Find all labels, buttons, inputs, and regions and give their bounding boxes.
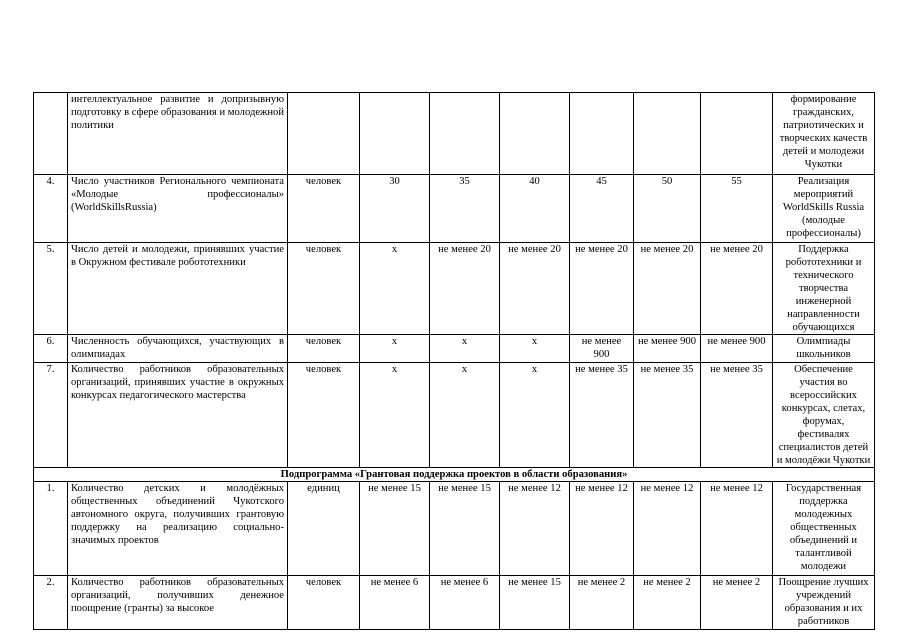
year-value: [500, 93, 570, 175]
year-value: [570, 93, 634, 175]
year-value: х: [360, 335, 430, 363]
unit-of-measure: человек: [288, 175, 360, 243]
year-value: не менее 20: [570, 243, 634, 335]
expected-result: Поощрение лучших учреждений образования и их работников: [773, 576, 875, 630]
year-value: 55: [701, 175, 773, 243]
indicator-name: Численность обучающихся, участвующих в олимпиадах: [68, 335, 288, 363]
row-number: 6.: [34, 335, 68, 363]
year-value: не менее 6: [360, 576, 430, 630]
year-value: не менее 2: [570, 576, 634, 630]
table-row: [34, 243, 875, 335]
year-value: не менее 12: [634, 482, 701, 576]
table-body: [34, 93, 875, 630]
year-value: 35: [430, 175, 500, 243]
unit-of-measure: человек: [288, 243, 360, 335]
row-number: 1.: [34, 482, 68, 576]
unit-of-measure: человек: [288, 576, 360, 630]
unit-of-measure: [288, 93, 360, 175]
year-value: не менее 15: [500, 576, 570, 630]
year-value: не менее 20: [430, 243, 500, 335]
indicator-name: Число детей и молодежи, принявших участие в Окружном фестивале робототехники: [68, 243, 288, 335]
subprogram-row: [34, 468, 875, 482]
year-value: х: [500, 363, 570, 468]
table-row: [34, 363, 875, 468]
expected-result: Поддержка робототехники и технического творчества инженерной направленности обучающихся: [773, 243, 875, 335]
indicator-name: интеллектуальное развитие и допризывную подготовку в сфере образования и молодежной политики: [68, 93, 288, 175]
row-number: [34, 93, 68, 175]
year-value: не менее 2: [701, 576, 773, 630]
table-row: [34, 482, 875, 576]
year-value: не менее 20: [500, 243, 570, 335]
table-row: [34, 335, 875, 363]
row-number: 2.: [34, 576, 68, 630]
year-value: не менее 900: [634, 335, 701, 363]
year-value: х: [360, 243, 430, 335]
year-value: не менее 35: [570, 363, 634, 468]
indicator-name: Количество детских и молодёжных общественных объединений Чукотского автономного округа, получивших грантовую поддержку на реализацию социально-значимых проектов: [68, 482, 288, 576]
indicator-name: Количество работников образовательных организаций, принявших участие в окружных конкурсах педагогического мастерства: [68, 363, 288, 468]
year-value: 40: [500, 175, 570, 243]
expected-result: Государственная поддержка молодежных общественных объединений и талантливой молодежи: [773, 482, 875, 576]
year-value: 45: [570, 175, 634, 243]
year-value: не менее 15: [430, 482, 500, 576]
year-value: не менее 2: [634, 576, 701, 630]
year-value: [634, 93, 701, 175]
year-value: не менее 900: [701, 335, 773, 363]
year-value: не менее 12: [500, 482, 570, 576]
year-value: не менее 900: [570, 335, 634, 363]
subprogram-title: Подпрограмма «Грантовая поддержка проектов в области образования»: [34, 468, 875, 482]
year-value: х: [360, 363, 430, 468]
year-value: не менее 15: [360, 482, 430, 576]
year-value: не менее 12: [570, 482, 634, 576]
unit-of-measure: человек: [288, 335, 360, 363]
expected-result: Олимпиады школьников: [773, 335, 875, 363]
table-row: [34, 93, 875, 175]
year-value: не менее 12: [701, 482, 773, 576]
table-row: [34, 175, 875, 243]
row-number: 7.: [34, 363, 68, 468]
expected-result: Обеспечение участия во всероссийских конкурсах, слетах, форумах, фестивалях специалистов детей и молодёжи Чукотки: [773, 363, 875, 468]
table-row: [34, 576, 875, 630]
year-value: х: [500, 335, 570, 363]
unit-of-measure: человек: [288, 363, 360, 468]
year-value: х: [430, 363, 500, 468]
year-value: 50: [634, 175, 701, 243]
row-number: 5.: [34, 243, 68, 335]
row-number: 4.: [34, 175, 68, 243]
year-value: не менее 35: [701, 363, 773, 468]
year-value: 30: [360, 175, 430, 243]
year-value: [701, 93, 773, 175]
expected-result: формирование гражданских, патриотических и творческих качеств детей и молодежи Чукотки: [773, 93, 875, 175]
indicator-name: Число участников Регионального чемпионата «Молодые профессионалы» (WorldSkillsRussia): [68, 175, 288, 243]
year-value: не менее 20: [701, 243, 773, 335]
year-value: [360, 93, 430, 175]
expected-result: Реализация мероприятий WorldSkills Russia (молодые профессионалы): [773, 175, 875, 243]
year-value: не менее 20: [634, 243, 701, 335]
year-value: [430, 93, 500, 175]
indicator-name: Количество работников образовательных организаций, получивших денежное поощрение (гранты) за высокое: [68, 576, 288, 630]
indicators-table: [33, 92, 875, 630]
unit-of-measure: единиц: [288, 482, 360, 576]
year-value: не менее 35: [634, 363, 701, 468]
year-value: х: [430, 335, 500, 363]
year-value: не менее 6: [430, 576, 500, 630]
